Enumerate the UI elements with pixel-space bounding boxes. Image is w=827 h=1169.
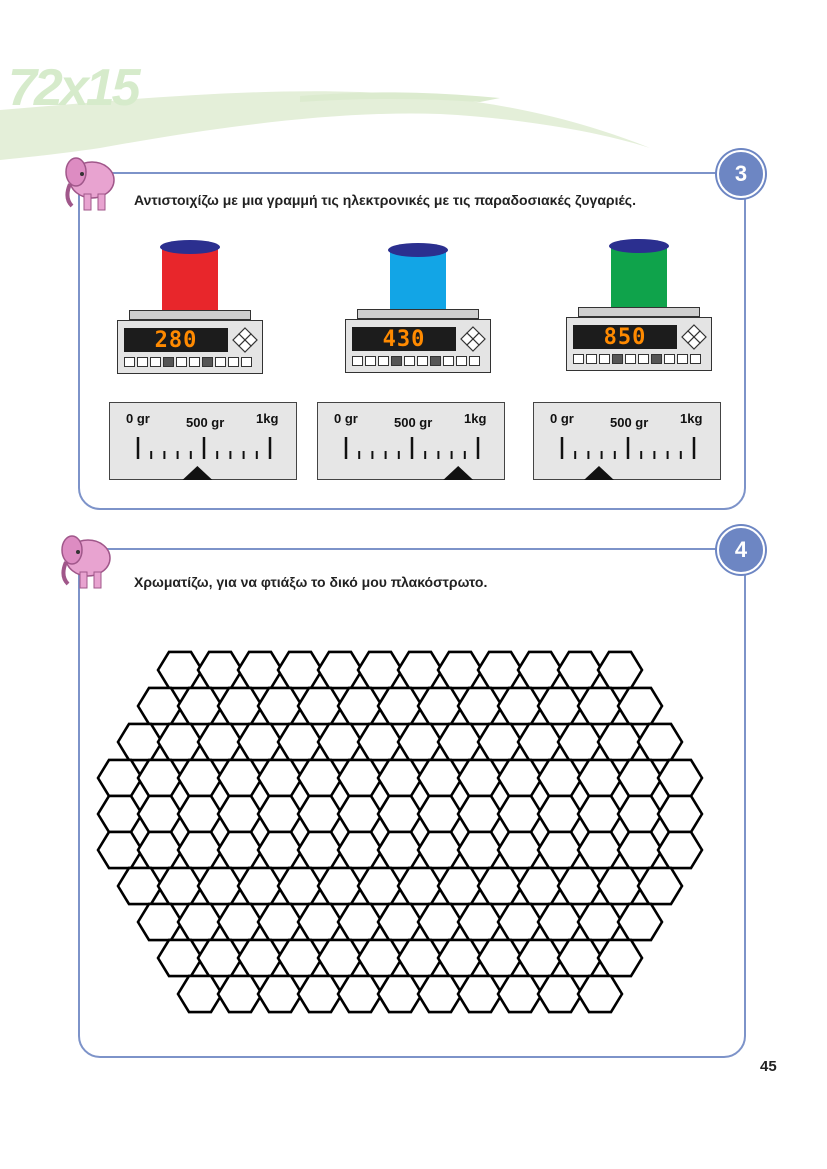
hexagon-tile[interactable] bbox=[358, 652, 402, 688]
hexagon-tile[interactable] bbox=[438, 724, 482, 760]
hexagon-tile[interactable] bbox=[218, 796, 262, 832]
hexagon-tile[interactable] bbox=[158, 868, 202, 904]
hexagon-tile[interactable] bbox=[658, 832, 702, 868]
scale-display: 850 bbox=[573, 325, 677, 349]
elephant-icon bbox=[62, 150, 118, 214]
hexagon-tile[interactable] bbox=[438, 940, 482, 976]
jar-lid bbox=[609, 239, 669, 253]
hexagon-tile[interactable] bbox=[578, 904, 622, 940]
hexagon-tile[interactable] bbox=[258, 796, 302, 832]
scale-body bbox=[345, 319, 491, 373]
hexagon-tile[interactable] bbox=[218, 760, 262, 796]
hexagon-tile[interactable] bbox=[618, 832, 662, 868]
hexagon-tile[interactable] bbox=[438, 868, 482, 904]
hexagon-tile[interactable] bbox=[478, 724, 522, 760]
hexagon-tile[interactable] bbox=[218, 832, 262, 868]
hexagon-tile[interactable] bbox=[498, 976, 542, 1012]
hexagon-tile[interactable] bbox=[278, 868, 322, 904]
hexagon-tile[interactable] bbox=[578, 832, 622, 868]
hexagon-tile[interactable] bbox=[198, 940, 242, 976]
jar bbox=[390, 250, 446, 314]
hexagon-tile[interactable] bbox=[418, 760, 462, 796]
hexagon-tile[interactable] bbox=[238, 652, 282, 688]
hexagon-tile[interactable] bbox=[318, 724, 362, 760]
hexagon-tile[interactable] bbox=[358, 724, 402, 760]
hexagon-tile[interactable] bbox=[598, 652, 642, 688]
hexagon-tile[interactable] bbox=[178, 688, 222, 724]
hexagon-tile[interactable] bbox=[298, 688, 342, 724]
hexagon-tile[interactable] bbox=[158, 652, 202, 688]
hexagon-tile[interactable] bbox=[558, 652, 602, 688]
hexagon-tile[interactable] bbox=[98, 832, 142, 868]
hexagon-tile[interactable] bbox=[578, 796, 622, 832]
hexagon-tile[interactable] bbox=[598, 940, 642, 976]
hexagon-tile[interactable] bbox=[258, 832, 302, 868]
hexagon-tile[interactable] bbox=[258, 904, 302, 940]
hexagon-tile[interactable] bbox=[458, 976, 502, 1012]
hexagon-tile[interactable] bbox=[378, 976, 422, 1012]
dial-ticks bbox=[318, 403, 506, 481]
hexagon-tile[interactable] bbox=[418, 976, 462, 1012]
hexagon-tile[interactable] bbox=[238, 868, 282, 904]
hexagon-tile[interactable] bbox=[138, 688, 182, 724]
hexagon-tile[interactable] bbox=[258, 976, 302, 1012]
hexagon-tile[interactable] bbox=[558, 940, 602, 976]
dial-pointer bbox=[584, 466, 614, 480]
hexagon-tile[interactable] bbox=[578, 976, 622, 1012]
hexagon-tile[interactable] bbox=[198, 652, 242, 688]
hexagon-tile[interactable] bbox=[558, 868, 602, 904]
dial-label-mid: 500 gr bbox=[394, 415, 433, 430]
hexagon-tiling[interactable] bbox=[96, 640, 736, 1020]
hexagon-tile[interactable] bbox=[178, 760, 222, 796]
hexagon-tile[interactable] bbox=[138, 760, 182, 796]
hexagon-tile[interactable] bbox=[378, 832, 422, 868]
hexagon-tile[interactable] bbox=[598, 868, 642, 904]
hexagon-tile[interactable] bbox=[478, 652, 522, 688]
hexagon-tile[interactable] bbox=[398, 868, 442, 904]
hexagon-tile[interactable] bbox=[658, 760, 702, 796]
dial-ticks bbox=[534, 403, 722, 481]
hexagon-tile[interactable] bbox=[618, 760, 662, 796]
hexagon-tile[interactable] bbox=[518, 868, 562, 904]
dial-scale-1 bbox=[109, 402, 297, 480]
page-number: 45 bbox=[760, 1058, 777, 1075]
hexagon-tile[interactable] bbox=[178, 796, 222, 832]
hexagon-tile[interactable] bbox=[618, 904, 662, 940]
jar bbox=[611, 246, 667, 310]
dial-label-min: 0 gr bbox=[550, 411, 574, 426]
hexagon-tile[interactable] bbox=[638, 868, 682, 904]
logo: 72x15 bbox=[8, 59, 138, 117]
hexagon-tile[interactable] bbox=[458, 796, 502, 832]
hexagon-tile[interactable] bbox=[298, 796, 342, 832]
hexagon-tile[interactable] bbox=[618, 688, 662, 724]
hexagon-tile[interactable] bbox=[338, 796, 382, 832]
hexagon-tile[interactable] bbox=[318, 652, 362, 688]
hexagon-tile[interactable] bbox=[618, 796, 662, 832]
hexagon-tile[interactable] bbox=[338, 832, 382, 868]
jar bbox=[162, 246, 218, 310]
hexagon-tile[interactable] bbox=[438, 652, 482, 688]
scale-body bbox=[117, 320, 263, 374]
hexagon-tile[interactable] bbox=[418, 796, 462, 832]
jar-lid bbox=[160, 240, 220, 254]
hexagon-tile[interactable] bbox=[338, 688, 382, 724]
hexagon-tile[interactable] bbox=[578, 688, 622, 724]
hexagon-tile[interactable] bbox=[498, 832, 542, 868]
scale-display: 280 bbox=[124, 328, 228, 352]
dial-label-max: 1kg bbox=[464, 411, 487, 426]
dial-label-max: 1kg bbox=[680, 411, 703, 426]
dial-label-max: 1kg bbox=[256, 411, 279, 426]
hexagon-tile[interactable] bbox=[138, 832, 182, 868]
hexagon-tile[interactable] bbox=[498, 796, 542, 832]
elephant-icon bbox=[58, 528, 114, 592]
hexagon-tile[interactable] bbox=[458, 904, 502, 940]
electronic-scale-1 bbox=[117, 236, 263, 376]
hexagon-tile[interactable] bbox=[278, 940, 322, 976]
hexagon-tile[interactable] bbox=[218, 976, 262, 1012]
hexagon-tile[interactable] bbox=[398, 940, 442, 976]
hexagon-tile[interactable] bbox=[258, 688, 302, 724]
hexagon-tile[interactable] bbox=[138, 796, 182, 832]
hexagon-tile[interactable] bbox=[298, 976, 342, 1012]
hexagon-tile[interactable] bbox=[458, 688, 502, 724]
hexagon-tile[interactable] bbox=[498, 760, 542, 796]
exercise-number-badge: 4 bbox=[717, 526, 765, 574]
jar-lid bbox=[388, 243, 448, 257]
hexagon-tile[interactable] bbox=[218, 904, 262, 940]
hexagon-tile[interactable] bbox=[418, 688, 462, 724]
dial-label-mid: 500 gr bbox=[610, 415, 649, 430]
hexagon-tile[interactable] bbox=[178, 832, 222, 868]
hexagon-tile[interactable] bbox=[538, 832, 582, 868]
dial-label-mid: 500 gr bbox=[186, 415, 225, 430]
scale-display: 430 bbox=[352, 327, 456, 351]
hexagon-tile[interactable] bbox=[378, 760, 422, 796]
hexagon-tile[interactable] bbox=[158, 940, 202, 976]
hexagon-tile[interactable] bbox=[278, 724, 322, 760]
scale-body bbox=[566, 317, 712, 371]
hexagon-tile[interactable] bbox=[338, 760, 382, 796]
hexagon-tile[interactable] bbox=[598, 724, 642, 760]
scale-plate bbox=[578, 307, 700, 317]
scale-buttons bbox=[352, 356, 480, 366]
hexagon-tile[interactable] bbox=[658, 796, 702, 832]
hexagon-tile[interactable] bbox=[418, 904, 462, 940]
hexagon-tile[interactable] bbox=[398, 652, 442, 688]
exercise-3-instruction: Αντιστοιχίζω με μια γραμμή τις ηλεκτρονικές με τις παραδοσιακές ζυγαριές. bbox=[134, 192, 636, 208]
hexagon-tile[interactable] bbox=[98, 760, 142, 796]
hexagon-tile[interactable] bbox=[198, 724, 242, 760]
hexagon-tile[interactable] bbox=[198, 868, 242, 904]
hexagon-tile[interactable] bbox=[158, 724, 202, 760]
hexagon-tile[interactable] bbox=[498, 688, 542, 724]
hexagon-tile[interactable] bbox=[178, 904, 222, 940]
scale-plate bbox=[357, 309, 479, 319]
exercise-4-instruction: Χρωματίζω, για να φτιάξω το δικό μου πλακόστρωτο. bbox=[134, 574, 488, 590]
dial-pointer bbox=[182, 466, 212, 480]
hexagon-tile[interactable] bbox=[318, 868, 362, 904]
hexagon-tile[interactable] bbox=[278, 652, 322, 688]
exercise-number-badge: 3 bbox=[717, 150, 765, 198]
hexagon-tile[interactable] bbox=[258, 760, 302, 796]
dial-scale-3 bbox=[533, 402, 721, 480]
hexagon-tile[interactable] bbox=[578, 760, 622, 796]
hexagon-tile[interactable] bbox=[538, 688, 582, 724]
hexagon-tile[interactable] bbox=[398, 724, 442, 760]
hexagon-tile[interactable] bbox=[478, 868, 522, 904]
hexagon-tile[interactable] bbox=[358, 868, 402, 904]
hexagon-tile[interactable] bbox=[538, 904, 582, 940]
hexagon-tile[interactable] bbox=[518, 724, 562, 760]
hexagon-tile[interactable] bbox=[538, 796, 582, 832]
hexagon-tile[interactable] bbox=[298, 760, 342, 796]
hexagon-tile[interactable] bbox=[338, 976, 382, 1012]
hexagon-tile[interactable] bbox=[518, 940, 562, 976]
hexagon-tile[interactable] bbox=[118, 724, 162, 760]
dial-label-min: 0 gr bbox=[126, 411, 150, 426]
hexagon-tile[interactable] bbox=[178, 976, 222, 1012]
hexagon-tile[interactable] bbox=[518, 652, 562, 688]
hexagon-tile[interactable] bbox=[558, 724, 602, 760]
hexagon-tile[interactable] bbox=[338, 904, 382, 940]
scale-buttons bbox=[573, 354, 701, 364]
dial-label-min: 0 gr bbox=[334, 411, 358, 426]
hexagon-tile[interactable] bbox=[538, 976, 582, 1012]
hexagon-tile[interactable] bbox=[378, 904, 422, 940]
hexagon-tile[interactable] bbox=[358, 940, 402, 976]
hexagon-tile[interactable] bbox=[298, 904, 342, 940]
hexagon-tile[interactable] bbox=[458, 760, 502, 796]
keypad-icon bbox=[232, 327, 258, 353]
hexagon-tile[interactable] bbox=[138, 904, 182, 940]
hexagon-tile[interactable] bbox=[238, 724, 282, 760]
hexagon-tile[interactable] bbox=[538, 760, 582, 796]
electronic-scale-2 bbox=[345, 240, 491, 376]
keypad-icon bbox=[681, 324, 707, 350]
scale-plate bbox=[129, 310, 251, 320]
hexagon-tile[interactable] bbox=[238, 940, 282, 976]
hexagon-tile[interactable] bbox=[118, 868, 162, 904]
hexagon-tile[interactable] bbox=[478, 940, 522, 976]
hexagon-tile[interactable] bbox=[498, 904, 542, 940]
hexagon-tile[interactable] bbox=[458, 832, 502, 868]
hexagon-tile[interactable] bbox=[418, 832, 462, 868]
dial-scale-2 bbox=[317, 402, 505, 480]
hexagon-tile[interactable] bbox=[318, 940, 362, 976]
hexagon-tile[interactable] bbox=[638, 724, 682, 760]
hexagon-tile[interactable] bbox=[378, 688, 422, 724]
dial-pointer bbox=[443, 466, 473, 480]
hexagon-tile[interactable] bbox=[378, 796, 422, 832]
hexagon-tile[interactable] bbox=[98, 796, 142, 832]
dial-ticks bbox=[110, 403, 298, 481]
hexagon-tile[interactable] bbox=[298, 832, 342, 868]
keypad-icon bbox=[460, 326, 486, 352]
hexagon-tile[interactable] bbox=[218, 688, 262, 724]
scale-buttons bbox=[124, 357, 252, 367]
electronic-scale-3 bbox=[566, 236, 712, 372]
